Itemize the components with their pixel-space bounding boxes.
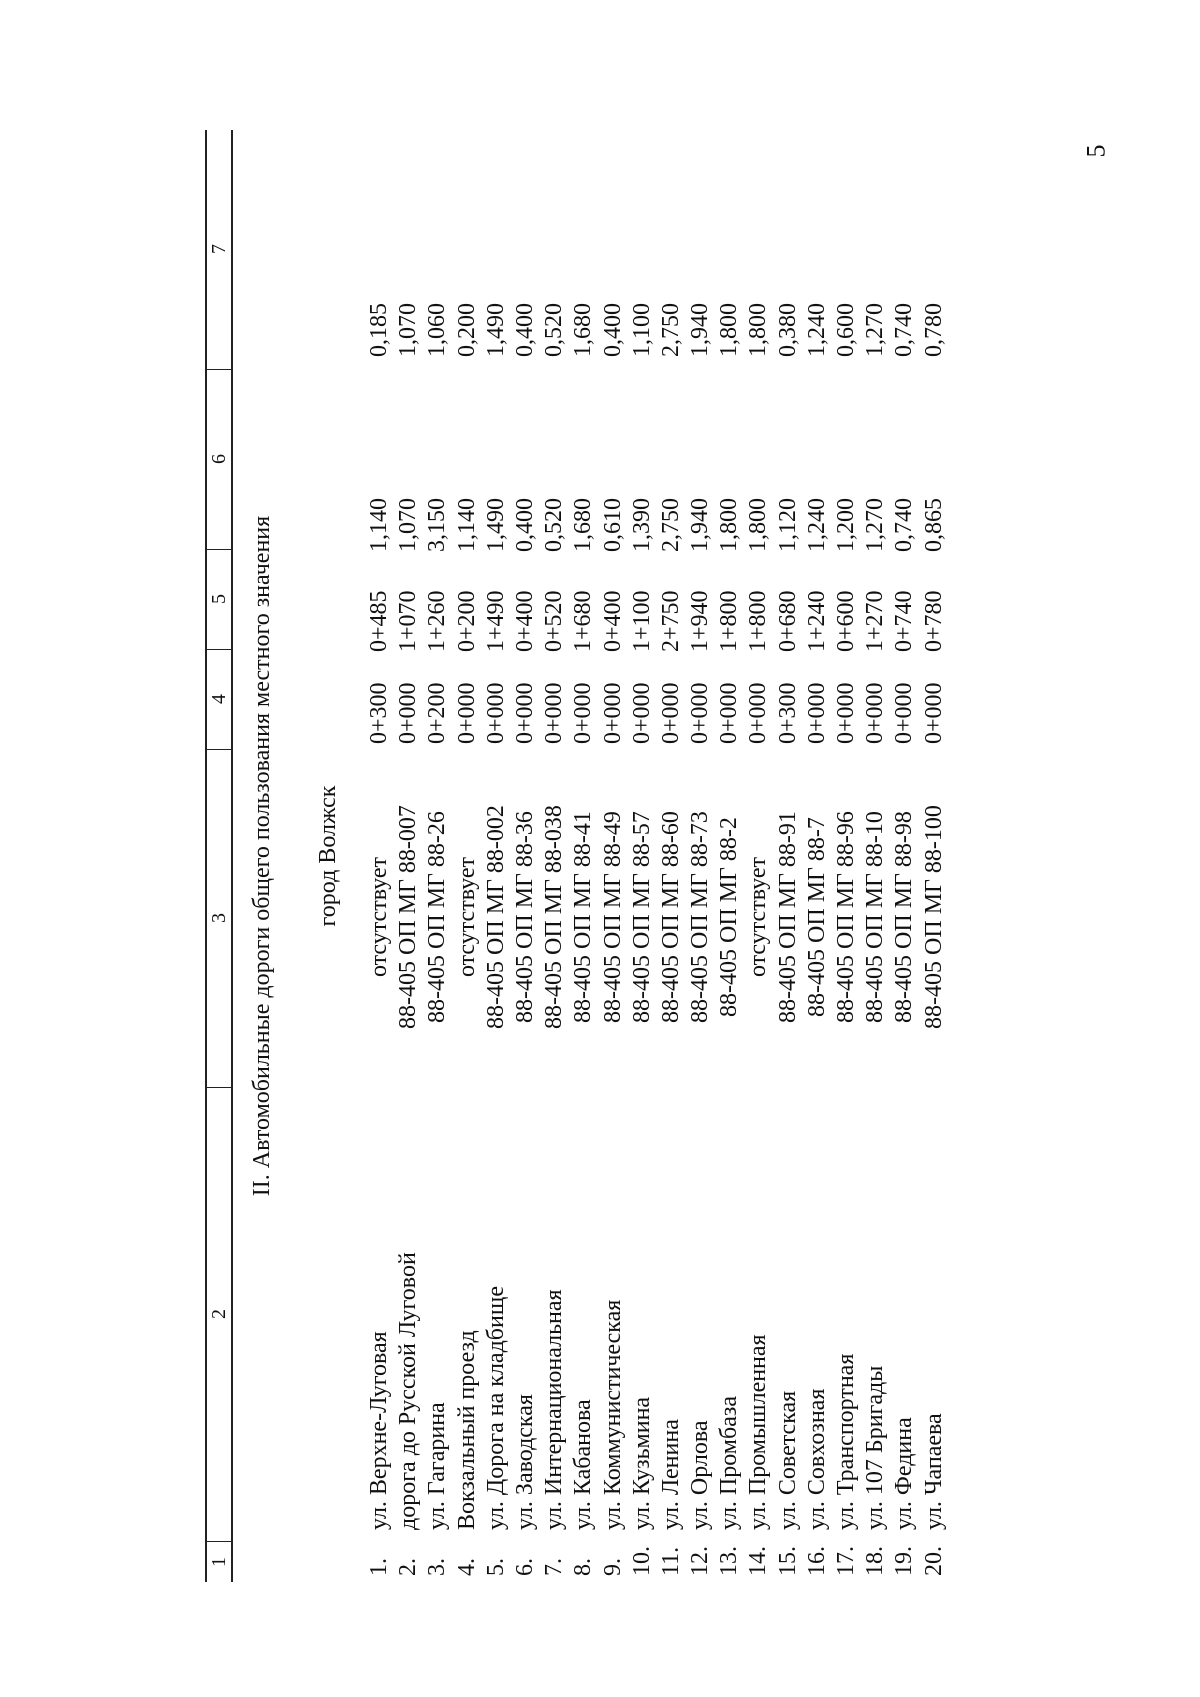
row-number: 19. <box>891 1546 918 1576</box>
road-id-code: отсутствует <box>745 856 772 978</box>
start-km: 0+000 <box>920 682 947 744</box>
start-km: 0+000 <box>833 682 859 744</box>
start-km: 0+200 <box>424 682 451 744</box>
table-row <box>803 130 832 1582</box>
row-number: 13. <box>716 1546 743 1576</box>
start-km: 0+000 <box>716 682 743 744</box>
end-km: 1+100 <box>628 590 655 652</box>
row-number: 20. <box>920 1546 947 1576</box>
road-length: 0,740 <box>891 498 918 552</box>
end-km: 1+240 <box>803 590 830 652</box>
start-km: 0+000 <box>687 682 714 744</box>
end-km: 1+070 <box>395 590 422 652</box>
start-km: 0+000 <box>541 682 568 744</box>
city-title: город Волжск <box>315 785 341 927</box>
row-number: 1. <box>366 1558 392 1576</box>
column-number-7: 7 <box>207 129 231 370</box>
table-row <box>920 130 949 1582</box>
section-length: 0,200 <box>453 303 480 357</box>
road-name: Вокзальный проезд <box>453 1330 480 1530</box>
section-length: 1,800 <box>745 303 772 357</box>
road-id-code: 88-405 ОП МГ 88-100 <box>920 805 947 1029</box>
end-km: 0+520 <box>541 590 568 652</box>
table-row <box>482 130 511 1582</box>
table-row <box>744 130 773 1582</box>
road-length: 2,750 <box>657 498 684 552</box>
column-number-3: 3 <box>207 749 231 1088</box>
roads-table-body <box>365 130 949 1582</box>
row-number: 9. <box>599 1558 626 1576</box>
road-length: 1,140 <box>366 498 392 552</box>
column-number-header <box>205 130 233 1582</box>
road-name: ул. Советская <box>774 1390 801 1530</box>
end-km: 0+600 <box>833 590 859 652</box>
end-km: 1+940 <box>687 590 714 652</box>
road-id-code: 88-405 ОП МГ 88-007 <box>395 805 422 1029</box>
start-km: 0+000 <box>453 682 480 744</box>
rotated-table-page <box>205 52 1155 1582</box>
row-number: 15. <box>774 1546 801 1576</box>
table-row <box>628 130 657 1582</box>
section-length: 1,100 <box>628 303 655 357</box>
end-km: 0+740 <box>891 590 918 652</box>
start-km: 0+300 <box>366 682 392 744</box>
road-length: 0,610 <box>599 498 626 552</box>
road-name: дорога до Русской Луговой <box>395 1252 422 1530</box>
road-name: ул. Гагарина <box>424 1402 451 1530</box>
row-number: 7. <box>541 1558 568 1576</box>
road-name: ул. Верхне-Луговая <box>366 1331 392 1530</box>
row-number: 12. <box>687 1546 714 1576</box>
start-km: 0+000 <box>803 682 830 744</box>
section-length: 1,270 <box>862 303 889 357</box>
section-length: 1,240 <box>803 303 830 357</box>
road-length: 1,940 <box>687 498 714 552</box>
road-id-code: 88-405 ОП МГ 88-98 <box>891 811 918 1023</box>
section-length: 0,185 <box>366 303 392 357</box>
start-km: 0+000 <box>891 682 918 744</box>
road-id-code: 88-405 ОП МГ 88-41 <box>570 811 597 1023</box>
end-km: 1+270 <box>862 590 889 652</box>
road-length: 1,800 <box>716 498 743 552</box>
page-number: 5 <box>1081 144 1111 158</box>
end-km: 0+200 <box>453 590 480 652</box>
row-number: 4. <box>453 1558 480 1576</box>
end-km: 0+400 <box>511 590 538 652</box>
road-id-code: отсутствует <box>453 856 480 978</box>
row-number: 17. <box>833 1546 859 1576</box>
section-length: 2,750 <box>657 303 684 357</box>
road-name: ул. 107 Бригады <box>862 1365 889 1530</box>
section-length: 1,940 <box>687 303 714 357</box>
road-id-code: 88-405 ОП МГ 88-2 <box>716 817 743 1017</box>
road-name: ул. Федина <box>891 1417 918 1530</box>
column-number-6: 6 <box>207 369 231 550</box>
table-row <box>453 130 482 1582</box>
road-id-code: 88-405 ОП МГ 88-91 <box>774 811 801 1023</box>
road-name: ул. Совхозная <box>803 1388 830 1530</box>
column-number-2: 2 <box>207 1087 231 1542</box>
table-row <box>890 130 919 1582</box>
road-length: 1,240 <box>803 498 830 552</box>
road-id-code: 88-405 ОП МГ 88-002 <box>482 805 509 1029</box>
road-length: 0,865 <box>920 498 947 552</box>
road-id-code: 88-405 ОП МГ 88-49 <box>599 811 626 1023</box>
road-length: 1,120 <box>774 498 801 552</box>
road-name: ул. Кабанова <box>570 1399 597 1530</box>
section-length: 1,070 <box>395 303 422 357</box>
road-name: ул. Коммунистическая <box>599 1299 626 1530</box>
column-number-1: 1 <box>208 1557 230 1567</box>
end-km: 1+800 <box>716 590 743 652</box>
row-number: 18. <box>862 1546 889 1576</box>
table-row <box>774 130 803 1582</box>
road-length: 0,400 <box>511 498 538 552</box>
row-number: 11. <box>657 1546 684 1576</box>
road-length: 3,150 <box>424 498 451 552</box>
section-length: 1,060 <box>424 303 451 357</box>
start-km: 0+000 <box>657 682 684 744</box>
road-length: 1,390 <box>628 498 655 552</box>
table-row <box>365 130 394 1582</box>
road-length: 1,140 <box>453 498 480 552</box>
road-id-code: 88-405 ОП МГ 88-26 <box>424 811 451 1023</box>
table-row <box>599 130 628 1582</box>
start-km: 0+000 <box>395 682 422 744</box>
table-row <box>832 130 861 1582</box>
table-row <box>511 130 540 1582</box>
end-km: 0+780 <box>920 590 947 652</box>
section-length: 0,740 <box>891 303 918 357</box>
road-name: ул. Заводская <box>511 1394 538 1530</box>
end-km: 0+400 <box>599 590 626 652</box>
road-name: ул. Промбаза <box>716 1396 743 1530</box>
table-row <box>540 130 569 1582</box>
road-id-code: 88-405 ОП МГ 88-10 <box>862 811 889 1023</box>
section-length: 1,680 <box>570 303 597 357</box>
section-length: 0,600 <box>833 303 859 357</box>
road-id-code: 88-405 ОП МГ 88-36 <box>511 811 538 1023</box>
section-title: II. Автомобильные дороги общего пользования местного значения <box>249 515 275 1197</box>
start-km: 0+000 <box>482 682 509 744</box>
start-km: 0+000 <box>628 682 655 744</box>
row-number: 2. <box>395 1558 422 1576</box>
road-length: 1,680 <box>570 498 597 552</box>
section-length: 1,800 <box>716 303 743 357</box>
road-id-code: 88-405 ОП МГ 88-73 <box>687 811 714 1023</box>
end-km: 1+490 <box>482 590 509 652</box>
section-length: 0,400 <box>599 303 626 357</box>
section-length: 0,780 <box>920 303 947 357</box>
table-row <box>657 130 686 1582</box>
road-name: ул. Кузьмина <box>628 1396 655 1530</box>
road-name: ул. Орлова <box>687 1420 714 1530</box>
section-length: 0,520 <box>541 303 568 357</box>
road-name: ул. Ленина <box>657 1419 684 1530</box>
road-id-code: 88-405 ОП МГ 88-57 <box>628 811 655 1023</box>
row-number: 3. <box>424 1558 451 1576</box>
row-number: 6. <box>511 1558 538 1576</box>
start-km: 0+000 <box>511 682 538 744</box>
end-km: 1+260 <box>424 590 451 652</box>
table-row <box>861 130 890 1582</box>
road-length: 1,070 <box>395 498 422 552</box>
road-name: ул. Чапаева <box>920 1413 947 1530</box>
row-number: 8. <box>570 1558 597 1576</box>
column-number-4: 4 <box>207 649 231 750</box>
row-number: 5. <box>482 1558 509 1576</box>
road-length: 0,520 <box>541 498 568 552</box>
start-km: 0+000 <box>745 682 772 744</box>
table-row <box>423 130 452 1582</box>
end-km: 0+485 <box>366 590 392 652</box>
table-row <box>715 130 744 1582</box>
start-km: 0+300 <box>774 682 801 744</box>
row-number: 14. <box>745 1546 772 1576</box>
road-name: ул. Промышленная <box>745 1334 772 1530</box>
row-number: 10. <box>628 1546 655 1576</box>
section-length: 1,490 <box>482 303 509 357</box>
start-km: 0+000 <box>862 682 889 744</box>
table-row <box>394 130 423 1582</box>
road-id-code: 88-405 ОП МГ 88-038 <box>541 805 568 1029</box>
road-name: ул. Интернациональная <box>541 1289 568 1530</box>
road-id-code: 88-405 ОП МГ 88-60 <box>657 811 684 1023</box>
road-id-code: отсутствует <box>366 856 392 978</box>
road-length: 1,800 <box>745 498 772 552</box>
end-km: 2+750 <box>657 590 684 652</box>
road-length: 1,270 <box>862 498 889 552</box>
road-name: ул. Дорога на кладбище <box>482 1286 509 1530</box>
road-length: 1,200 <box>833 498 859 552</box>
end-km: 1+800 <box>745 590 772 652</box>
table-row <box>569 130 598 1582</box>
end-km: 1+680 <box>570 590 597 652</box>
section-length: 0,380 <box>774 303 801 357</box>
road-name: ул. Транспортная <box>833 1353 859 1530</box>
road-id-code: 88-405 ОП МГ 88-7 <box>803 817 830 1017</box>
start-km: 0+000 <box>570 682 597 744</box>
road-length: 1,490 <box>482 498 509 552</box>
row-number: 16. <box>803 1546 830 1576</box>
table-row <box>686 130 715 1582</box>
section-length: 0,400 <box>511 303 538 357</box>
column-number-5: 5 <box>207 549 231 650</box>
start-km: 0+000 <box>599 682 626 744</box>
road-id-code: 88-405 ОП МГ 88-96 <box>833 811 859 1023</box>
end-km: 0+680 <box>774 590 801 652</box>
